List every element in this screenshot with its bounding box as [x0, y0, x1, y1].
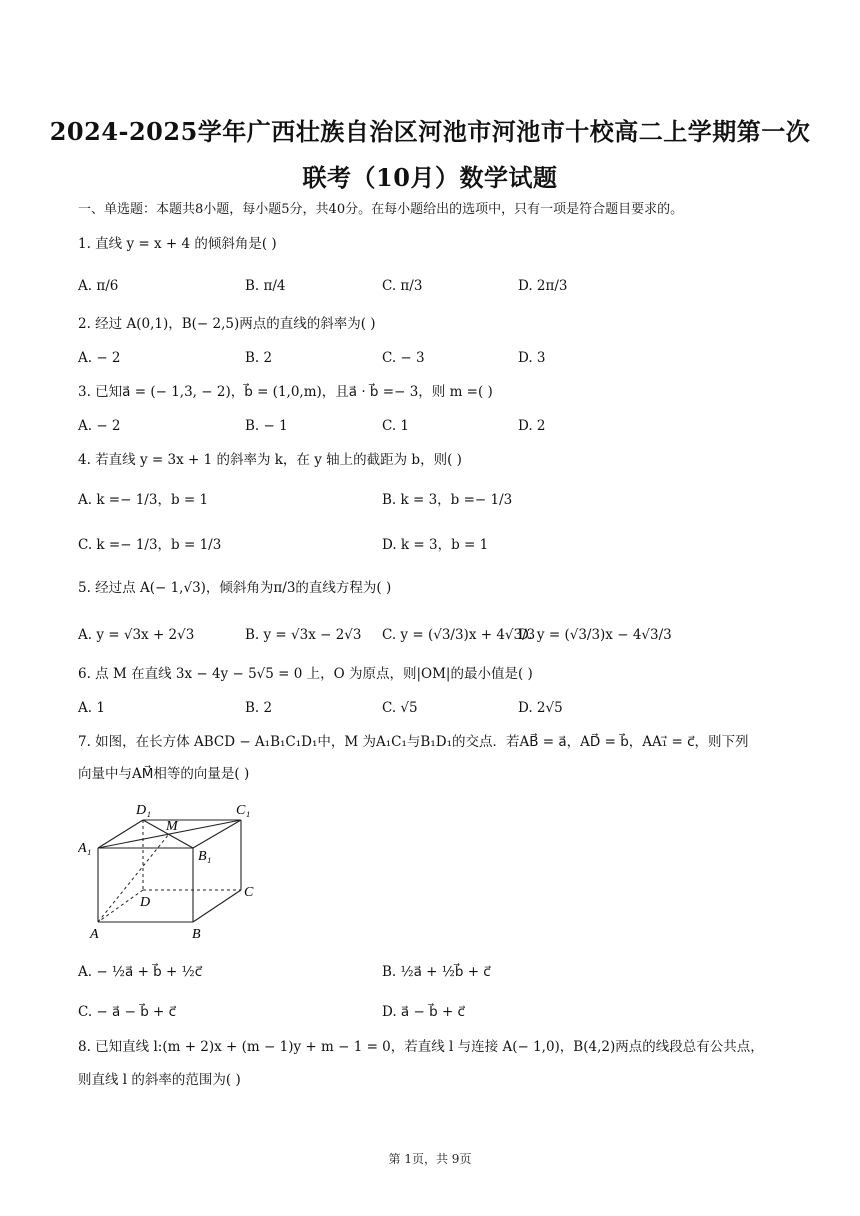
label-b: B	[192, 927, 201, 942]
q6-stem: 6. 点 M 在直线 3x − 4y − 5√5 = 0 上，O 为原点，则|OM|的最小值是( )	[78, 666, 533, 682]
q8-stem-line-2: 则直线 l 的斜率的范围为( )	[78, 1072, 241, 1088]
q3-option-a: A. − 2	[78, 418, 121, 434]
section-heading: 一、单选题：本题共8小题，每小题5分，共40分。在每小题给出的选项中，只有一项是符合题目要求的。	[78, 202, 684, 217]
label-b1: B₁	[198, 849, 212, 864]
q3-option-c: C. 1	[382, 418, 410, 434]
q5-stem: 5. 经过点 A(− 1,√3)，倾斜角为π/3的直线方程为( )	[78, 580, 392, 596]
q1-option-d: D. 2π/3	[518, 278, 568, 294]
label-c: C	[244, 885, 254, 900]
title-line-1: 2024-2025学年广西壮族自治区河池市河池市十校高二上学期第一次	[49, 117, 811, 146]
q2-option-b: B. 2	[245, 350, 273, 366]
q7-option-d: D. a⃗ − b⃗ + c⃗	[382, 1004, 465, 1020]
q6-option-a: A. 1	[78, 700, 105, 716]
label-d1: D₁	[136, 803, 151, 818]
q6-option-d: D. 2√5	[518, 700, 563, 716]
q5-option-a: A. y = √3x + 2√3	[78, 627, 195, 643]
q7-option-b: B. ½a⃗ + ½b⃗ + c⃗	[382, 964, 491, 980]
q2-option-a: A. − 2	[78, 350, 121, 366]
q5-option-d: D. y = (√3/3)x − 4√3/3	[518, 627, 672, 643]
q4-stem: 4. 若直线 y = 3x + 1 的斜率为 k，在 y 轴上的截距为 b，则( )	[78, 452, 462, 468]
page-footer: 第 1页，共 9页	[388, 1152, 472, 1166]
q4-option-b: B. k = 3，b =− 1/3	[382, 492, 513, 508]
q6-option-c: C. √5	[382, 700, 418, 716]
label-d: D	[140, 895, 151, 910]
q3-option-b: B. − 1	[245, 418, 288, 434]
q1-option-a: A. π/6	[78, 278, 119, 294]
label-c1: C₁	[236, 803, 251, 818]
q5-option-c: C. y = (√3/3)x + 4√3/3	[382, 627, 536, 643]
label-a1: A₁	[78, 841, 92, 856]
q6-option-b: B. 2	[245, 700, 273, 716]
q4-option-c: C. k =− 1/3，b = 1/3	[78, 537, 222, 553]
q7-stem-line-2: 向量中与AM⃗相等的向量是( )	[78, 766, 250, 782]
q1-option-b: B. π/4	[245, 278, 286, 294]
title-line-2: 联考（10月）数学试题	[302, 163, 558, 192]
q2-stem: 2. 经过 A(0,1)，B(− 2,5)两点的直线的斜率为( )	[78, 316, 376, 332]
q1-option-c: C. π/3	[382, 278, 423, 294]
q5-option-b: B. y = √3x − 2√3	[245, 627, 362, 643]
q7-option-a: A. − ½a⃗ + b⃗ + ½c⃗	[78, 964, 203, 980]
q4-option-d: D. k = 3，b = 1	[382, 537, 489, 553]
q3-option-d: D. 2	[518, 418, 546, 434]
label-a: A	[90, 927, 99, 942]
q8-stem-line-1: 8. 已知直线 l:(m + 2)x + (m − 1)y + m − 1 = 0，若直线 l 与连接 A(− 1,0)，B(4,2)两点的线段总有公共点，	[78, 1039, 764, 1055]
cuboid-figure	[78, 798, 268, 952]
q4-option-a: A. k =− 1/3，b = 1	[78, 492, 209, 508]
label-m: M	[166, 819, 178, 834]
q7-stem-line-1: 7. 如图，在长方体 ABCD − A₁B₁C₁D₁中，M 为A₁C₁与B₁D₁的交点．若AB⃗ = a⃗，AD⃗ = b⃗，AA₁⃗ = c⃗，则下列	[78, 734, 749, 750]
q2-option-d: D. 3	[518, 350, 546, 366]
q3-stem: 3. 已知a⃗ = (− 1,3, − 2)，b⃗ = (1,0,m)，且a⃗ · b⃗ =− 3，则 m =( )	[78, 384, 493, 400]
q1-stem: 1. 直线 y = x + 4 的倾斜角是( )	[78, 236, 277, 252]
q2-option-c: C. − 3	[382, 350, 425, 366]
q7-option-c: C. − a⃗ − b⃗ + c⃗	[78, 1004, 177, 1020]
